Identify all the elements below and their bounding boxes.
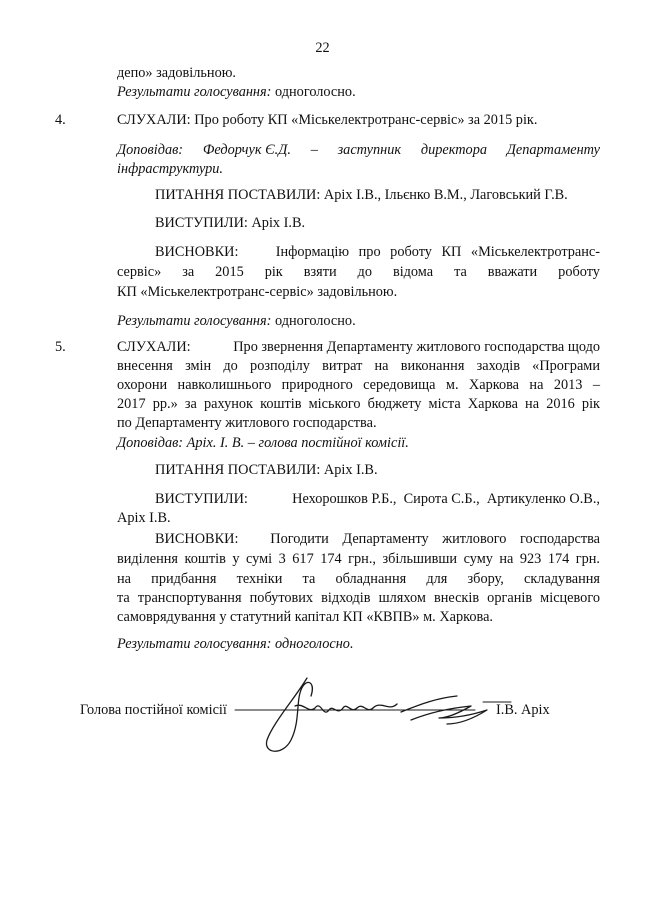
conclusions-word: вважати <box>487 264 538 280</box>
item-result: Результати голосування: одноголосно. <box>117 636 354 652</box>
heard-label: СЛУХАЛИ: <box>117 339 191 355</box>
speaker-word: Доповідав: <box>117 142 184 158</box>
conclusions-word: за <box>182 264 195 280</box>
conclusions-label: ВИСНОВКИ: <box>155 531 239 547</box>
questions-text: Аріх І.В. <box>323 462 378 478</box>
conclusions-text: Погодити Департаменту житлового господарства <box>270 531 600 547</box>
questions-text: Аріх І.В., Ільєнко В.М., Лаговський Г.В. <box>323 187 568 203</box>
conclusions-line-2 <box>117 262 600 282</box>
conclusions-line-4: та транспортування побутових відходів шляхом внесків органів місцевого <box>117 590 600 606</box>
item-heard <box>117 110 537 130</box>
conclusions-word: сервіс» <box>117 264 162 280</box>
questions-line <box>155 460 378 480</box>
conclusions-word: рік <box>264 264 283 280</box>
conclusions-line-1 <box>155 529 600 549</box>
spoke-text: Аріх І.В. <box>251 215 306 231</box>
conclusions-text: Інформацію про роботу КП «Міськелектротранс- <box>275 244 600 260</box>
heard-text: Про звернення Департаменту житлового господарства щодо <box>233 339 600 355</box>
conclusions-line-1 <box>155 242 600 262</box>
speaker-word: Департаменту <box>506 142 600 158</box>
item-number: 5. <box>55 339 66 355</box>
speaker-word: директора <box>420 142 487 158</box>
heard-line-2: внесення змін до розподілу витрат на виконання заходів «Програми <box>117 358 600 374</box>
speaker-word: – <box>310 142 318 158</box>
conclusions-word: взяти <box>303 264 337 280</box>
speaker-line <box>117 140 600 160</box>
conclusions-line-3: КП «Міськелектротранс-сервіс» задовільною. <box>117 284 398 300</box>
result-label: Результати голосування: <box>117 313 272 329</box>
conclusions-word: роботу <box>558 264 600 280</box>
prev-continuation: депо» задовільною. <box>117 65 236 81</box>
speaker-line-2: інфраструктури. <box>117 161 223 177</box>
spoke-label: ВИСТУПИЛИ: <box>155 491 248 507</box>
conclusions-line-3: на придбання техніки та обладнання для збору, складування <box>117 571 600 587</box>
heard-line-1 <box>117 337 600 357</box>
spoke-label: ВИСТУПИЛИ: <box>155 215 248 231</box>
result-value: одноголосно. <box>275 313 356 329</box>
speaker-word: заступник <box>337 142 402 158</box>
spoke-line <box>155 213 305 233</box>
speaker-line: Доповідав: Аріх. І. В. – голова постійної комісії. <box>117 435 409 451</box>
heard-line-5: по Департаменту житлового господарства. <box>117 415 377 431</box>
prev-result <box>117 82 356 102</box>
spoke-line-1 <box>155 489 600 509</box>
result-label: Результати голосування: <box>117 84 272 100</box>
page-number: 22 <box>315 40 330 56</box>
conclusions-line-2: виділення коштів у сумі 3 617 174 грн., збільшивши суму на 923 174 грн. <box>117 551 600 567</box>
item-result <box>117 311 356 331</box>
questions-label: ПИТАННЯ ПОСТАВИЛИ: <box>155 462 321 478</box>
heard-line-4: 2017 рр.» за рахунок коштів міського бюджету міста Харкова на 2016 рік <box>117 396 600 412</box>
conclusions-word: та <box>454 264 467 280</box>
signature-name: І.В. Аріх <box>496 702 550 718</box>
conclusions-word: 2015 <box>215 264 244 280</box>
spoke-text: Нехорошков Р.Б., Сирота С.Б., Артикуленко О.В., <box>292 491 600 507</box>
conclusions-line-5: самоврядування у статутний капітал КП «КВПВ» м. Харкова. <box>117 609 493 625</box>
conclusions-word: до <box>357 264 372 280</box>
heard-text: Про роботу КП «Міськелектротранс-сервіс» за 2015 рік. <box>194 112 538 128</box>
conclusions-word: відома <box>392 264 434 280</box>
speaker-word: Федорчук Є.Д. <box>202 142 291 158</box>
questions-label: ПИТАННЯ ПОСТАВИЛИ: <box>155 187 321 203</box>
heard-label: СЛУХАЛИ: <box>117 112 191 128</box>
questions-line <box>155 185 568 205</box>
result-value: одноголосно. <box>275 84 356 100</box>
conclusions-label: ВИСНОВКИ: <box>155 244 239 260</box>
signature-title: Голова постійної комісії <box>80 702 227 718</box>
spoke-line-2: Аріх І.В. <box>117 510 171 526</box>
item-number: 4. <box>55 112 66 128</box>
heard-line-3: охорони навколишнього природного середовища м. Харкова на 2013 – <box>117 377 600 393</box>
